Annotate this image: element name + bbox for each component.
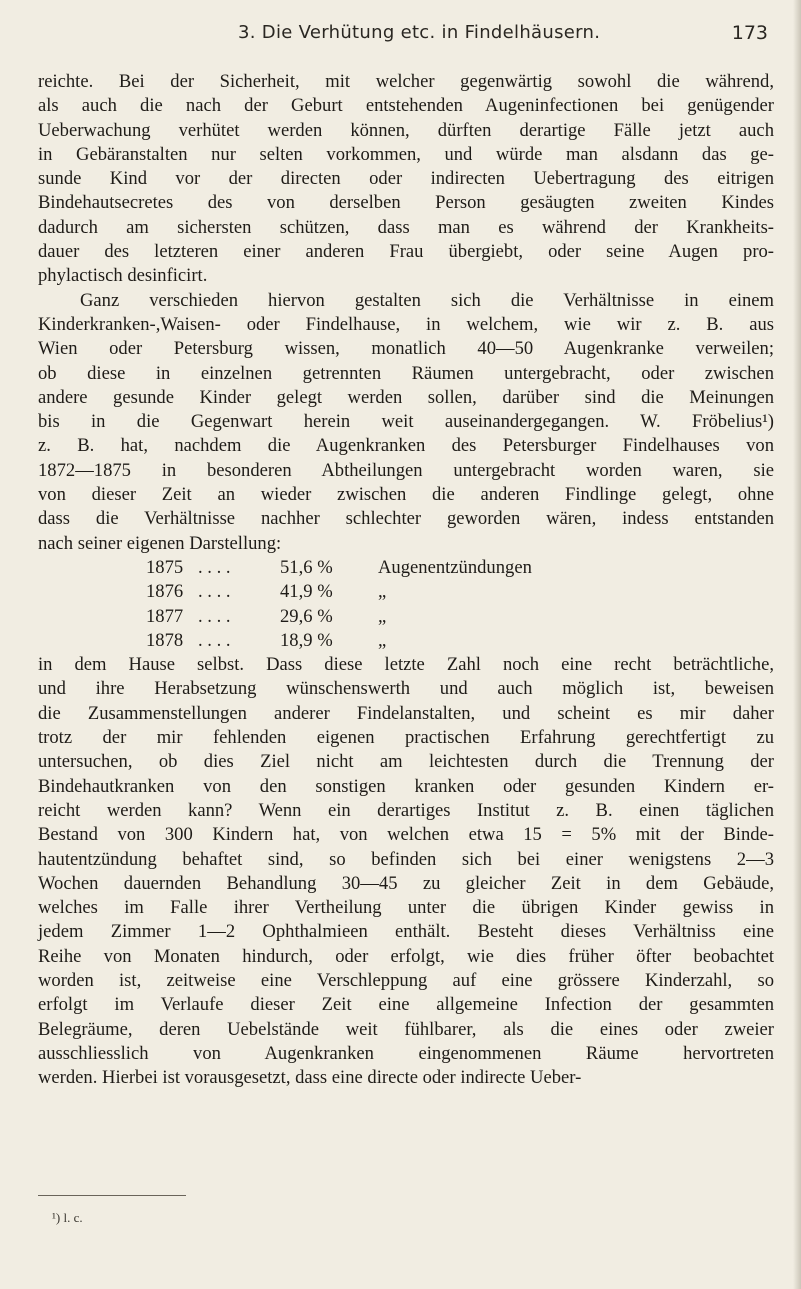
text-line: worden ist, zeitweise eine Verschleppung auf eine grössere Kinderzahl, so	[38, 969, 774, 991]
page-edge-shadow	[793, 0, 801, 1289]
text-line: untersuchen, ob dies Ziel nicht am leichtesten durch die Trennung der	[38, 751, 774, 773]
text-line: in Gebäranstalten nur selten vorkommen, und würde man alsdann das ge-	[38, 143, 774, 165]
table-year: 1875	[146, 556, 184, 578]
statistics-table	[38, 556, 774, 653]
paragraph-1	[38, 70, 774, 289]
table-value: 29,6 %	[280, 605, 333, 627]
text-line: werden. Hierbei ist vorausgesetzt, dass eine directe oder indirecte Ueber-	[38, 1067, 582, 1089]
text-line: bis in die Gegenwart herein weit auseinandergegangen. W. Fröbelius¹)	[38, 411, 774, 433]
text-line: Wien oder Petersburg wissen, monatlich 40—50 Augenkranke verweilen;	[38, 338, 774, 360]
text-line: die Zusammenstellungen anderer Findelanstalten, und scheint es mir daher	[38, 702, 774, 724]
text-line: Kinderkranken-,Waisen- oder Findelhause, in welchem, wie wir z. B. aus	[38, 313, 774, 335]
text-line: Ueberwachung verhütet werden können, dürften derartige Fälle jetzt auch	[38, 119, 774, 141]
table-label: Augenentzündungen	[378, 556, 532, 578]
text-line: in dem Hause selbst. Dass diese letzte Zahl noch eine recht beträchtliche,	[38, 654, 774, 676]
table-dots: . . . .	[198, 629, 231, 651]
text-line: Bindehautkranken von den sonstigen kranken oder gesunden Kindern er-	[38, 775, 774, 797]
paragraph-3	[38, 653, 774, 1090]
table-value: 18,9 %	[280, 629, 333, 651]
text-line: sunde Kind vor der directen oder indirecten Uebertragung des eitrigen	[38, 168, 774, 190]
text-line: Bindehautsecretes des von derselben Person gesäugten zweiten Kindes	[38, 192, 774, 214]
text-line: trotz der mir fehlenden eigenen practischen Erfahrung gerechtfertigt zu	[38, 727, 774, 749]
page-header	[0, 22, 801, 52]
table-value: 41,9 %	[280, 581, 333, 603]
text-line: und ihre Herabsetzung wünschenswerth und auch möglich ist, beweisen	[38, 678, 774, 700]
text-line: dadurch am sichersten schützen, dass man es während der Krankheits-	[38, 216, 774, 238]
text-line: nach seiner eigenen Darstellung:	[38, 532, 282, 554]
running-title: 3. Die Verhütung etc. in Findelhäusern.	[238, 22, 601, 43]
table-label: „	[378, 581, 387, 603]
text-line: welches im Falle ihrer Vertheilung unter die übrigen Kinder gewiss in	[38, 897, 774, 919]
table-value: 51,6 %	[280, 556, 333, 578]
text-line: Reihe von Monaten hindurch, oder erfolgt, wie dies früher öfter beobachtet	[38, 945, 774, 967]
text-line: Belegräume, deren Uebelstände weit fühlbarer, als die eines oder zweier	[38, 1018, 774, 1040]
text-line: dass die Verhältnisse nachher schlechter geworden wären, indess entstanden	[38, 508, 774, 530]
text-line: Bestand von 300 Kindern hat, von welchen etwa 15 = 5% mit der Binde-	[38, 824, 774, 846]
table-row	[38, 605, 774, 629]
text-line: 1872—1875 in besonderen Abtheilungen untergebracht worden waren, sie	[38, 459, 774, 481]
text-line: reichte. Bei der Sicherheit, mit welcher gegenwärtig sowohl die während,	[38, 71, 774, 92]
text-line: Ganz verschieden hiervon gestalten sich die Verhältnisse in einem	[80, 289, 774, 311]
footnote: ¹) l. c.	[52, 1210, 83, 1225]
table-dots: . . . .	[198, 581, 231, 603]
text-line: phylactisch desinficirt.	[38, 265, 208, 287]
table-row	[38, 580, 774, 604]
table-row	[38, 629, 774, 653]
footnote-rule	[38, 1195, 186, 1196]
text-line: jedem Zimmer 1—2 Ophthalmieen enthält. Besteht dieses Verhältniss eine	[38, 921, 774, 943]
table-row	[38, 556, 774, 580]
paragraph-2	[38, 289, 774, 556]
table-year: 1876	[146, 581, 184, 603]
body-text	[38, 70, 774, 1090]
text-line: reicht werden kann? Wenn ein derartiges Institut z. B. einen täglichen	[38, 799, 774, 821]
text-line: hautentzündung behaftet sind, so befinden sich bei einer wenigstens 2—3	[38, 848, 774, 870]
text-line: erfolgt im Verlaufe dieser Zeit eine allgemeine Infection der gesammten	[38, 994, 774, 1016]
text-line: Wochen dauernden Behandlung 30—45 zu gleicher Zeit in dem Gebäude,	[38, 872, 774, 894]
text-line: von dieser Zeit an wieder zwischen die anderen Findlinge gelegt, ohne	[38, 484, 774, 506]
table-label: „	[378, 605, 387, 627]
text-line: andere gesunde Kinder gelegt werden sollen, darüber sind die Meinungen	[38, 386, 774, 408]
table-dots: . . . .	[198, 556, 231, 578]
text-line: dauer des letzteren einer anderen Frau übergiebt, oder seine Augen pro-	[38, 241, 774, 263]
page-number: 173	[731, 22, 768, 44]
table-year: 1877	[146, 605, 184, 627]
table-year: 1878	[146, 629, 184, 651]
table-dots: . . . .	[198, 605, 231, 627]
table-label: „	[378, 629, 387, 651]
text-line: ob diese in einzelnen getrennten Räumen untergebracht, oder zwischen	[38, 362, 774, 384]
text-line: ausschliesslich von Augenkranken eingenommenen Räume hervortreten	[38, 1042, 774, 1064]
text-line: als auch die nach der Geburt entstehenden Augeninfectionen bei genügender	[38, 95, 774, 117]
text-line: z. B. hat, nachdem die Augenkranken des Petersburger Findelhauses von	[38, 435, 774, 457]
